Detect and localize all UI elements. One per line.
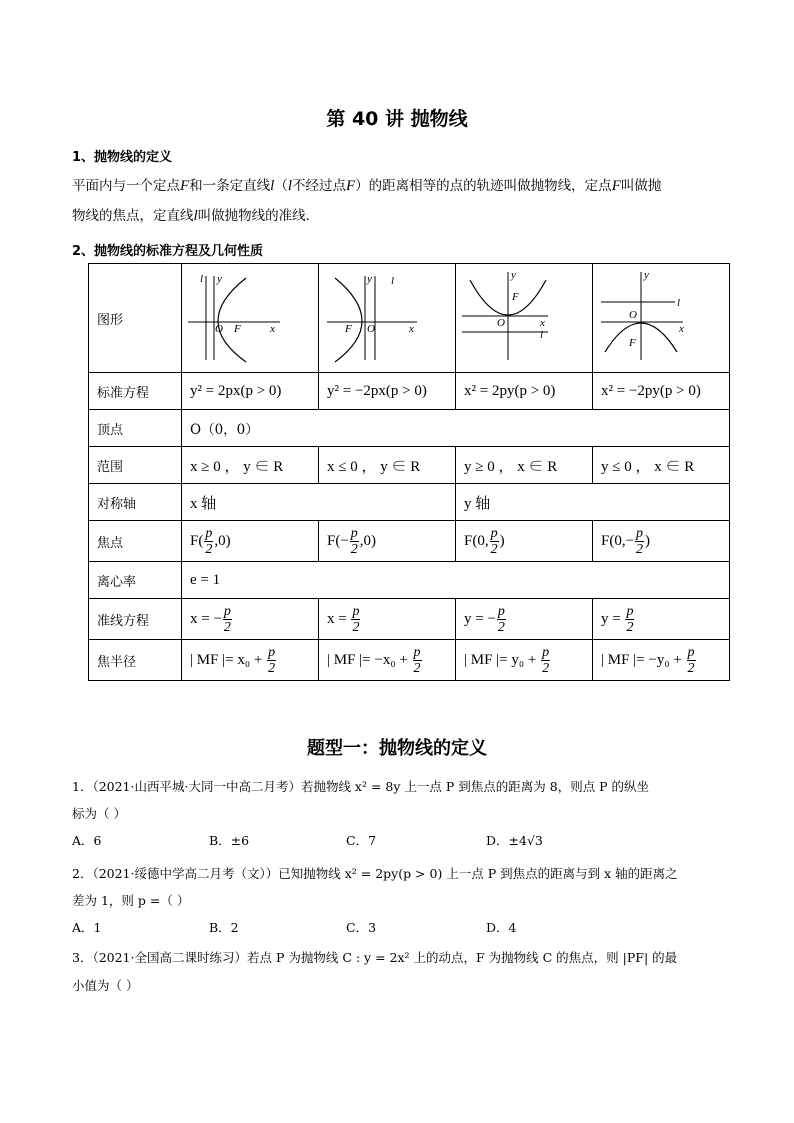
q2-option-a[interactable]: A．1 bbox=[72, 920, 102, 935]
directrix-1: x = − $\frac{p}{2}$ bbox=[182, 599, 319, 640]
definition-line-1: 平面内与一个定点F和一条定直线l（l不经过点F）的距离相等的点的轨迹叫做抛物线，定点F叫做抛 bbox=[72, 178, 662, 194]
svg-text:y: y bbox=[367, 273, 372, 285]
question-2-line-2: 差为 1，则 p =（ ） bbox=[72, 893, 190, 908]
axis-y: y 轴 bbox=[456, 484, 730, 521]
q1-option-b[interactable]: B．±6 bbox=[209, 833, 250, 848]
eccentricity-value: e = 1 bbox=[182, 562, 730, 599]
table-row-directrix bbox=[89, 599, 730, 640]
q1-option-a[interactable]: A．6 bbox=[72, 833, 102, 848]
directrix-3: y = − $\frac{p}{2}$ bbox=[456, 599, 593, 640]
svg-text:O: O bbox=[497, 317, 505, 329]
vertex-value: O（0，0） bbox=[182, 410, 730, 447]
std-eq-2: y² = −2px(p > 0) bbox=[319, 373, 456, 410]
svg-text:l: l bbox=[540, 329, 544, 341]
std-eq-3: x² = 2py(p > 0) bbox=[456, 373, 593, 410]
svg-text:l: l bbox=[677, 297, 681, 309]
focal-radius-1: | MF |= x₀ + $\frac{p}{2}$ bbox=[182, 640, 319, 681]
label-graph: 图形 bbox=[89, 264, 182, 373]
svg-text:F: F bbox=[512, 291, 519, 303]
directrix-2: x = $\frac{p}{2}$ bbox=[319, 599, 456, 640]
table-row-focal-radius bbox=[89, 640, 730, 681]
std-eq-4: x² = −2py(p > 0) bbox=[593, 373, 730, 410]
directrix-4: y = $\frac{p}{2}$ bbox=[593, 599, 730, 640]
parabola-graph-3 bbox=[456, 264, 592, 368]
axis-x: x 轴 bbox=[182, 484, 456, 521]
table-row-focus bbox=[89, 521, 730, 562]
svg-text:F: F bbox=[629, 337, 636, 349]
focus-3: F(0, $\frac{p}{2}$ ) bbox=[456, 521, 593, 562]
graph-right-opening bbox=[182, 264, 319, 373]
svg-text:l: l bbox=[200, 273, 204, 285]
svg-text:O: O bbox=[629, 309, 637, 321]
label-focal-radius: 焦半径 bbox=[89, 640, 182, 681]
label-axis: 对称轴 bbox=[89, 484, 182, 521]
section-type-one-heading: 题型一：抛物线的定义 bbox=[307, 738, 487, 759]
parabola-graph-4 bbox=[593, 264, 729, 368]
graph-up-opening bbox=[456, 264, 593, 373]
svg-text:F: F bbox=[234, 323, 241, 335]
range-4: y ≤ 0 ， x ∈ R bbox=[593, 447, 730, 484]
label-eccentricity: 离心率 bbox=[89, 562, 182, 599]
page-title: 第 40 讲 抛物线 bbox=[326, 108, 468, 130]
q2-option-d[interactable]: D．4 bbox=[486, 920, 517, 935]
question-1-line-1: 1．（2021·山西平城·大同一中高二月考）若抛物线 x² = 8y 上一点 P 到焦点的距离为 8，则点 P 的纵坐 bbox=[72, 779, 650, 794]
std-eq-1: y² = 2px(p > 0) bbox=[182, 373, 319, 410]
svg-text:x: x bbox=[540, 317, 545, 329]
label-directrix: 准线方程 bbox=[89, 599, 182, 640]
definition-line-2: 物线的焦点，定直线l叫做抛物线的准线． bbox=[72, 208, 320, 224]
svg-text:y: y bbox=[217, 273, 222, 285]
svg-text:F: F bbox=[345, 323, 352, 335]
parabola-graph-2 bbox=[319, 264, 455, 368]
label-vertex: 顶点 bbox=[89, 410, 182, 447]
svg-text:y: y bbox=[644, 269, 649, 281]
focus-4: F(0,− $\frac{p}{2}$ ) bbox=[593, 521, 730, 562]
focal-radius-4: | MF |= −y₀ + $\frac{p}{2}$ bbox=[593, 640, 730, 681]
question-1-line-2: 标为（ ） bbox=[72, 806, 126, 821]
q2-option-b[interactable]: B．2 bbox=[209, 920, 239, 935]
table-row-vertex bbox=[89, 410, 730, 447]
question-2-line-1: 2．（2021·绥德中学高二月考（文））已知抛物线 x² = 2py(p > 0) 上一点 P 到焦点的距离与到 x 轴的距离之 bbox=[72, 866, 678, 881]
question-3-line-2: 小值为（ ） bbox=[72, 978, 139, 993]
range-3: y ≥ 0 ， x ∈ R bbox=[456, 447, 593, 484]
table-row-graph bbox=[89, 264, 730, 373]
q1-option-c[interactable]: C．7 bbox=[346, 833, 377, 848]
q2-option-c[interactable]: C．3 bbox=[346, 920, 377, 935]
svg-text:x: x bbox=[409, 323, 414, 335]
parabola-graph-1 bbox=[182, 264, 318, 368]
svg-text:O: O bbox=[215, 323, 223, 335]
label-focus: 焦点 bbox=[89, 521, 182, 562]
focus-1: F( $\frac{p}{2}$ ,0) bbox=[182, 521, 319, 562]
section-properties-heading: 2、抛物线的标准方程及几何性质 bbox=[72, 244, 264, 259]
svg-text:x: x bbox=[270, 323, 275, 335]
label-range: 范围 bbox=[89, 447, 182, 484]
focus-2: F(− $\frac{p}{2}$ ,0) bbox=[319, 521, 456, 562]
question-3-line-1: 3．（2021·全国高二课时练习）若点 P 为抛物线 C : y = 2x² 上的动点，F 为抛物线 C 的焦点，则 |PF| 的最 bbox=[72, 950, 678, 965]
graph-left-opening bbox=[319, 264, 456, 373]
range-1: x ≥ 0 ， y ∈ R bbox=[182, 447, 319, 484]
table-row-standard-equation bbox=[89, 373, 730, 410]
graph-down-opening bbox=[593, 264, 730, 373]
range-2: x ≤ 0 ， y ∈ R bbox=[319, 447, 456, 484]
question-2-options bbox=[72, 918, 672, 942]
table-row-axis bbox=[89, 484, 730, 521]
svg-text:y: y bbox=[511, 269, 516, 281]
q1-option-d[interactable]: D．±4√3 bbox=[486, 833, 543, 848]
focal-radius-3: | MF |= y₀ + $\frac{p}{2}$ bbox=[456, 640, 593, 681]
table-row-eccentricity bbox=[89, 562, 730, 599]
table-row-range bbox=[89, 447, 730, 484]
svg-text:O: O bbox=[367, 323, 375, 335]
question-1-options bbox=[72, 831, 672, 855]
focal-radius-2: | MF |= −x₀ + $\frac{p}{2}$ bbox=[319, 640, 456, 681]
svg-text:x: x bbox=[679, 323, 684, 335]
properties-table bbox=[88, 263, 730, 681]
section-definition-heading: 1、抛物线的定义 bbox=[72, 150, 173, 165]
label-standard-equation: 标准方程 bbox=[89, 373, 182, 410]
svg-text:l: l bbox=[391, 275, 395, 287]
